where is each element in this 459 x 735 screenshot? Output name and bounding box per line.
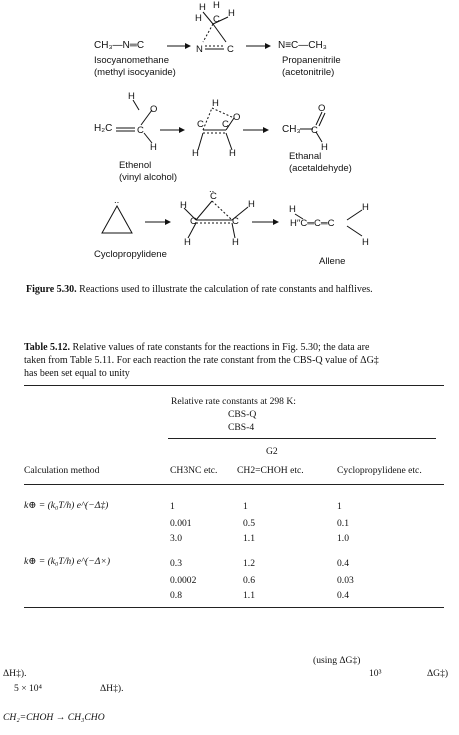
table-caption-line2: taken from Table 5.11. For each reaction the rate constant from the CBS-Q value of ΔG‡ xyxy=(24,355,379,366)
svg-text:H: H xyxy=(150,142,157,153)
table-caption-line3: has been set equal to unity xyxy=(24,368,130,379)
reaction-scheme-drawing xyxy=(0,0,459,280)
table-cell: 1.0 xyxy=(337,533,349,544)
table-cell: 3.0 xyxy=(170,533,182,544)
table-cell: 1.1 xyxy=(243,533,255,544)
svg-text:H: H xyxy=(192,148,199,159)
table-cell: 0.4 xyxy=(337,558,349,569)
svg-text:C: C xyxy=(197,119,204,130)
svg-text:H: H xyxy=(248,199,255,210)
table-cell: 1 xyxy=(337,501,342,512)
svg-text:H: H xyxy=(232,237,239,248)
svg-text:C: C xyxy=(210,191,217,202)
svg-text:H: H xyxy=(213,0,220,11)
col-header-1: CH3NC etc. xyxy=(170,465,218,476)
table-cell: 1.1 xyxy=(243,590,255,601)
table-top-rule xyxy=(24,385,444,386)
col-header-3: Cyclopropylidene etc. xyxy=(337,465,422,476)
table-cell: 0.6 xyxy=(243,575,255,586)
group-header: Relative rate constants at 298 K: xyxy=(171,396,296,407)
svg-text:H: H xyxy=(321,142,328,153)
methyl-isocyanide-name: Isocyanomethane xyxy=(94,55,169,66)
table-cell: 0.3 xyxy=(170,558,182,569)
acetaldehyde-formula: CH₃ xyxy=(282,124,301,135)
acetaldehyde-name: Ethanal xyxy=(289,151,322,162)
svg-text:C: C xyxy=(137,125,144,136)
acetonitrile-name: Propanenitrile xyxy=(282,55,341,66)
fragment-ten-cubed: 10³ xyxy=(369,668,382,679)
svg-text:H: H xyxy=(289,204,296,215)
svg-text:H: H xyxy=(195,13,202,24)
table-cell: 1.2 xyxy=(243,558,255,569)
methyl-isocyanide-alt: (methyl isocyanide) xyxy=(94,67,176,78)
acetonitrile-alt: (acetonitrile) xyxy=(282,67,335,78)
table-cell: 0.5 xyxy=(243,518,255,529)
svg-text:O: O xyxy=(318,103,326,114)
acetonitrile-formula: N≡C—CH₃ xyxy=(278,40,327,51)
svg-text:H: H xyxy=(228,8,235,19)
svg-text:H: H xyxy=(212,98,219,109)
vinyl-alcohol-alt: (vinyl alcohol) xyxy=(119,172,178,183)
svg-text:..: .. xyxy=(114,195,120,206)
svg-text:..: .. xyxy=(209,184,215,195)
fragment-dh-1: ΔH‡). xyxy=(3,668,27,679)
table-cell: 0.1 xyxy=(337,518,349,529)
figure-caption xyxy=(26,284,373,295)
table-caption-label: Table 5.12. xyxy=(24,342,71,353)
vinyl-alcohol-name: Ethenol xyxy=(119,160,152,171)
table-cell: 1 xyxy=(170,501,175,512)
formula-2: k⊕ = (k₀T/h) e^(−Δ×) xyxy=(24,556,111,567)
allene-name: Allene xyxy=(319,256,346,267)
svg-text:C: C xyxy=(227,44,234,55)
table-caption-text-1: Relative values of rate constants for the reactions in Fig. 5.30; the data are xyxy=(72,342,370,353)
svg-text:C: C xyxy=(232,216,239,227)
col-header-2: CH2=CHOH etc. xyxy=(237,465,304,476)
acetaldehyde-alt: (acetaldehyde) xyxy=(289,163,352,174)
group-sub-cbs4: CBS-4 xyxy=(228,422,255,433)
table-bottom-rule xyxy=(24,607,444,608)
svg-text:N: N xyxy=(196,44,203,55)
svg-text:H: H xyxy=(180,200,187,211)
fragment-using-dg: (using ΔG‡) xyxy=(313,655,361,666)
group-rule xyxy=(168,438,436,439)
figure-caption-label: Figure 5.30. xyxy=(26,284,77,295)
group-sub-g2: G2 xyxy=(266,446,278,457)
col-header-method: Calculation method xyxy=(24,465,100,476)
table-caption-line1 xyxy=(24,342,369,353)
table-cell: 0.0002 xyxy=(170,575,197,586)
svg-text:H: H xyxy=(184,237,191,248)
cyclopropylidene-name: Cyclopropylidene xyxy=(94,249,167,260)
table-cell: 0.03 xyxy=(337,575,354,586)
svg-text:C: C xyxy=(190,216,197,227)
svg-text:H: H xyxy=(199,2,206,13)
svg-text:C: C xyxy=(213,14,220,25)
header-rule xyxy=(24,484,444,485)
svg-text:O: O xyxy=(150,104,158,115)
figure-caption-text: Reactions used to illustrate the calculation of rate constants and halflives. xyxy=(79,284,373,295)
svg-text:H: H xyxy=(128,91,135,102)
formula-1: k⊕ = (k₀T/h) e^(−Δ‡) xyxy=(24,500,109,511)
fragment-5e4: 5 × 10⁴ xyxy=(14,683,42,694)
svg-text:C: C xyxy=(222,119,229,130)
fragment-reaction: CH₂=CHOH → CH₃CHO xyxy=(3,712,105,723)
group-sub-cbsq: CBS-Q xyxy=(228,409,257,420)
table-cell: 0.8 xyxy=(170,590,182,601)
allene-formula: H′′C═C═C xyxy=(290,218,335,229)
svg-text:O: O xyxy=(233,112,241,123)
svg-text:H: H xyxy=(362,202,369,213)
svg-text:C: C xyxy=(311,125,318,136)
table-cell: 1 xyxy=(243,501,248,512)
methyl-isocyanide-formula: CH₃—N═C xyxy=(94,40,145,51)
fragment-dh-2: ΔH‡). xyxy=(100,683,124,694)
table-cell: 0.001 xyxy=(170,518,192,529)
fragment-dg: ΔG‡) xyxy=(427,668,449,679)
svg-text:H: H xyxy=(362,237,369,248)
vinyl-alcohol-formula: H₂C xyxy=(94,123,113,134)
table-cell: 0.4 xyxy=(337,590,349,601)
svg-text:H: H xyxy=(229,148,236,159)
